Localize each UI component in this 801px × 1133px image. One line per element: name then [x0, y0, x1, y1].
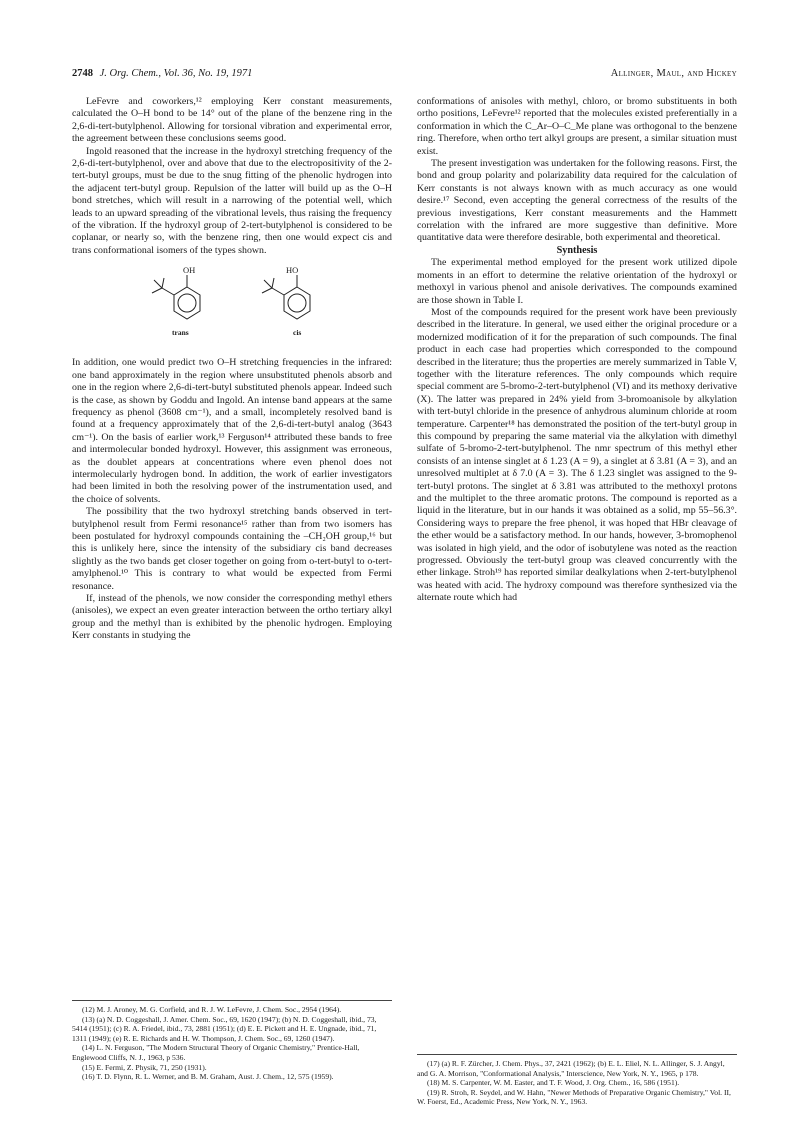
- footnote: (17) (a) R. F. Zürcher, J. Chem. Phys., 37, 2421 (1962); (b) E. L. Eliel, N. L. Allinger, S. J. Angyl, and G. A. Morrison, "Conformational Analysis," Interscience, New York, N. Y., 1965, p 178.: [417, 1059, 725, 1078]
- paragraph: LeFevre and coworkers,¹² employing Kerr constant measurements, calculated the O–H bond to be 14° out of the plane of the benzene ring in the 2,6-di-tert-butylphenol. Allowing for torsional vibration and experimental error, the agreement between these conclusions seems good.: [72, 96, 392, 145]
- page-number: 2748: [72, 68, 93, 79]
- conformer-figure: [72, 265, 392, 351]
- paragraph: The experimental method employed for the present work utilized dipole moments in an effort to determine the relative orientation of the hydroxyl or methoxyl in various phenol and anisole derivatives. The compounds examined are those shown in Table I.: [417, 257, 737, 306]
- journal-citation: J. Org. Chem., Vol. 36, No. 19, 1971: [99, 68, 253, 79]
- cis-label: cis: [293, 328, 302, 338]
- left-column: [72, 96, 392, 643]
- paragraph: The present investigation was undertaken for the following reasons. First, the bond and group polarity and polarizability data required for the calculation of Kerr constants is not always known with as much accuracy as one would desire.¹⁷ Second, even accepting the general correctness of the results of the previous investigations, Kerr constant measurements and the Hammett correlation with the infrared are more suggestive than definitive. More quantitative data were therefore desirable, both experimental and theoretical.: [417, 158, 737, 244]
- conformer-structures: [72, 265, 392, 351]
- footnote: (14) L. N. Ferguson, "The Modern Structural Theory of Organic Chemistry," Prentice-Hall, Englewood Cliffs, N. J., 1963, p 536.: [72, 1043, 360, 1062]
- footnote-rule: [417, 1054, 737, 1055]
- footnote: (18) M. S. Carpenter, W. M. Easter, and T. F. Wood, J. Org. Chem., 16, 586 (1951).: [427, 1078, 680, 1088]
- paragraph: In addition, one would predict two O–H stretching frequencies in the infrared: one band approximately in the region where unsubstituted phenols absorb and one in the region where 2,6-di-tert-butyl substituted phenols appear. Indeed such is the case, as shown by Goddu and Ingold. An intense band appears at the same frequency as phenol (3608 cm⁻¹), and a small, incompletely resolved band is found at a frequency approximately that of the 2,6-di-tert-butyl analog (3643 cm⁻¹). On the basis of earlier work,¹³ Ferguson¹⁴ attributed these bands to free and intermolecular bonded hydroxyl. However, this assignment was erroneous, as the doublet appears at concentrations where even phenol does not intermolecularly hydrogen bond. In addition, the work of earlier investigators had been limited in both the resolving power of the instrumentation used, and the choice of solvents.: [72, 357, 392, 505]
- footnotes-left: [72, 1000, 392, 1082]
- footnote: (16) T. D. Flynn, R. L. Werner, and B. M. Graham, Aust. J. Chem., 12, 575 (1959).: [82, 1072, 334, 1082]
- footnote: (15) E. Fermi, Z. Physik, 71, 250 (1931).: [82, 1062, 207, 1072]
- footnotes-right: [417, 1054, 737, 1107]
- footnote-rule: [72, 1000, 392, 1001]
- trans-hydroxyl-label: OH: [183, 265, 196, 276]
- paragraph: Ingold reasoned that the increase in the hydroxyl stretching frequency of the 2,6-di-tert-butylphenol, over and above that due to the electropositivity of the 2-tert-butyl groups, must be due to the snug fitting of the phenolic hydrogen into the adjacent tert-butyl group. Repulsion of the latter will build up as the O–H bond stretches, which will result in a narrowing of the potential well, which leads to an upward spreading of the vibrational levels, thus raising the frequency of the vibration. If the hydroxyl group of 2-tert-butylphenol is considered to be coplanar, or nearly so, with the benzene ring, then one would expect cis and trans conformational isomers of the types shown.: [72, 145, 392, 256]
- footnote: (12) M. J. Aroney, M. G. Corfield, and R. J. W. LeFevre, J. Chem. Soc., 2954 (1964).: [82, 1005, 342, 1014]
- paragraph: Most of the compounds required for the present work have been previously described in the literature. In general, we used either the original procedure or a modernized modification of it for the preparation of such compounds. The final product in each case had properties which corresponded to the compound described in the literature; thus the properties are merely summarized in Table V, together with the literature references. The only compounds which require special comment are 5-bromo-2-tert-butylphenol (VI) and its methoxy derivative (X). The latter was prepared in 24% yield from 3-bromoanisole by alkylation with tert-butyl chloride in the presence of anhydrous aluminum chloride at room temperature. Carpenter¹⁸ has demonstrated the position of the tert-butyl group in this compound by preparing the same material via the alkylation with dimethyl sulfate of 5-bromo-2-tert-butylphenol. The nmr spectrum of this methyl ether consists of an intense singlet at δ 1.23 (A = 9), a singlet at δ 3.81 (A = 3), and an unresolved multiplet at δ 7.0 (A = 3). The δ 1.23 singlet was assigned to the 9-tert-butyl protons. The singlet at δ 3.81 was attributed to the methoxyl protons and the multiplet to the three aromatic protons. The compound is reported as a liquid in the literature, but in our hands it was obtained as a solid, mp 55–56.3°. Considering ways to prepare the free phenol, it was hoped that HBr cleavage of the ether would be a satisfactory method. In our hands, however, 3-bromophenol was isolated in high yield, and the odor of isobutylene was noted as the reaction progressed. Obviously the tert-butyl group was cleaved concurrently with the ether linkage. Stroh¹⁹ has reported similar dealkylations when 2-tert-butylphenol was heated with acid. The hydroxy compound was therefore synthesized via the alternate route which had: [417, 306, 737, 604]
- paragraph: conformations of anisoles with methyl, chloro, or bromo substituents in both ortho positions, LeFevre¹² reported that the molecules existed preferentially in a conformation in which the C_Ar–O–C_Me plane was orthogonal to the benzene ring. Therefore, when ortho tert alkyl groups are present, a similar situation must exist.: [417, 96, 737, 157]
- cis-hydroxyl-label: HO: [286, 265, 299, 276]
- running-header: [72, 68, 737, 82]
- paragraph: The possibility that the two hydroxyl stretching bands observed in tert-butylphenol result from Fermi resonance¹⁵ rather than from two isomers has been postulated for hydroxyl compounds containing the –CH₂OH group,¹⁶ but this is unlikely here, since the intensity of the subsidiary cis band decreases slightly as the two bands get closer together on going from o-tert-butyl to o-tert-amylphenol.¹⁰ This is contrary to what would be expected from Fermi resonance.: [72, 506, 392, 592]
- footnote: (13) (a) N. D. Coggeshall, J. Amer. Chem. Soc., 69, 1620 (1947); (b) N. D. Coggeshall, ibid., 73, 5414 (1951); (c) R. A. Friedel, ibid., 73, 2881 (1951); (d) E. E. Pickett and H. E. Ungnade, ibid., 71, 1311 (1949); (e) R. E. Richards and H. W. Thompson, J. Chem. Soc., 69, 1260 (1947).: [72, 1014, 377, 1043]
- section-heading: Synthesis: [556, 244, 598, 256]
- author-names: Allinger, Maul, and Hickey: [610, 68, 737, 79]
- trans-label: trans: [172, 328, 189, 338]
- header-left: [72, 68, 252, 79]
- footnote: (19) R. Stroh, R. Seydel, and W. Hahn, "Newer Methods of Preparative Organic Chemistry," Vol. II, W. Foerst, Ed., Academic Press, New York, N. Y., 1963.: [417, 1087, 731, 1107]
- paragraph: If, instead of the phenols, we now consider the corresponding methyl ethers (anisoles), we expect an even greater interaction between the ortho tertiary alkyl group and the methyl than is exhibited by the phenolic hydrogen. Employing Kerr constants in studying the: [72, 593, 392, 642]
- right-column: [417, 96, 737, 605]
